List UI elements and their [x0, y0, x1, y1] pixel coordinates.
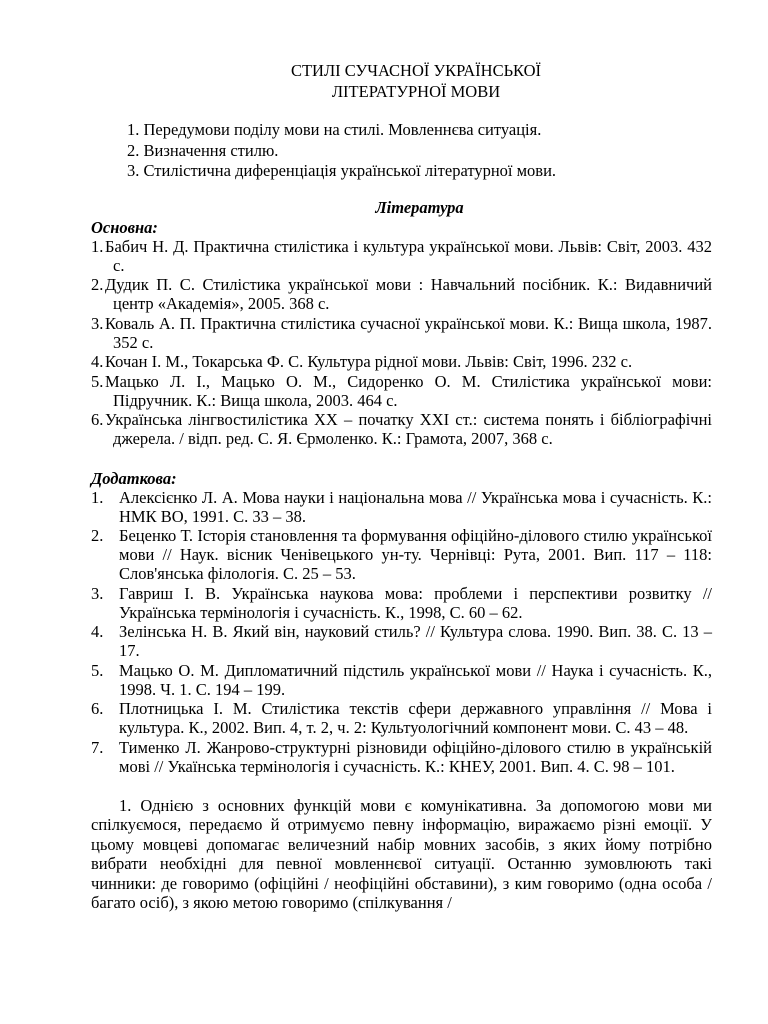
body-paragraph: 1. Однією з основних функцій мови є комунікативна. За допомогою мови ми спілкуємося, передаємо й отримуємо певну інформацію, виражаємо різні емоції. У цьому мовцеві допомагає величезний набір мовних засобів, з яких йому потрібно вибрати необхідні для певної мовленнєвої ситуації. Останню зумовлюють такі чинники: де говоримо (офіційні / неофіційні обставини), з ким говоримо (одна особа / багато осіб), з якою метою говоримо (спілкування /	[91, 795, 712, 913]
bibliography-item	[91, 661, 712, 699]
bibliography-item	[91, 372, 712, 410]
item-number: 6.	[91, 410, 104, 429]
item-number: 5.	[91, 660, 104, 680]
title-line-2: ЛІТЕРАТУРНОЇ МОВИ	[331, 82, 501, 101]
document-page	[91, 60, 712, 930]
title-line-1: СТИЛІ СУЧАСНОЇ УКРАЇНСЬКОЇ	[290, 61, 542, 80]
item-text: Гавриш І. В. Українська наукова мова: проблеми і перспективи розвитку // Українська термінологія і сучасність. К., 1998, С. 60 – 62.	[119, 583, 712, 622]
item-number: 3.	[91, 583, 104, 603]
document-title	[246, 60, 586, 102]
additional-literature-list	[91, 488, 712, 776]
plan-item: 3. Стилістична диференціація української літературної мови.	[127, 161, 557, 180]
item-number: 2.	[91, 275, 104, 294]
item-text: Українська лінгвостилістика ХХ – початку ХХІ ст.: система понять і бібліографічні джерела. / відп. ред. С. Я. Єрмоленко. К.: Грамота, 2007, 368 с.	[105, 410, 712, 448]
bibliography-item	[91, 314, 712, 352]
bibliography-item	[91, 352, 712, 371]
item-text: Мацько О. М. Дипломатичний підстиль української мови // Наука і сучасність. К., 1998. Ч. 1. С. 194 – 199.	[119, 660, 712, 699]
item-number: 7.	[91, 737, 104, 757]
bibliography-item	[91, 622, 712, 660]
item-number: 3.	[91, 313, 104, 333]
item-text: Плотницька І. М. Стилістика текстів сфери державного управління // Мова і культура. К., 2002. Вип. 4, т. 2, ч. 2: Культуологічний компонент мови. С. 43 – 48.	[119, 699, 712, 737]
item-text: Алексієнко Л. А. Мова науки і національна мова // Українська мова і сучасність. К.: НМК ВО, 1991. С. 33 – 38.	[119, 487, 712, 526]
lecture-plan	[91, 120, 712, 182]
item-text: Тименко Л. Жанрово-структурні різновиди офіційно-ділового стилю в українській мові // Укаїнська термінологія і сучасність. К.: КНЕУ, 2001. Вип. 4. С. 98 – 101.	[119, 737, 712, 776]
item-number: 2.	[91, 526, 104, 545]
item-number: 6.	[91, 699, 104, 718]
item-text: Кочан І. М., Токарська Ф. С. Культура рідної мови. Львів: Світ, 1996. 232 с.	[105, 352, 633, 371]
item-text: Коваль А. П. Практична стилістика сучасної української мови. К.: Вища школа, 1987. 352 с.	[105, 313, 712, 352]
bibliography-item	[91, 584, 712, 622]
literature-heading: Література	[375, 197, 464, 217]
bibliography-item	[91, 275, 712, 313]
item-number: 5.	[91, 371, 104, 391]
bibliography-item	[91, 488, 712, 526]
bibliography-item	[91, 738, 712, 776]
main-literature-heading: Основна:	[91, 217, 158, 237]
main-literature-list	[91, 237, 712, 449]
bibliography-item	[91, 699, 712, 737]
item-text: Зелінська Н. В. Який він, науковий стиль? // Культура слова. 1990. Вип. 38. С. 13 – 17.	[119, 622, 712, 660]
bibliography-item	[91, 410, 712, 448]
plan-item: 1. Передумови поділу мови на стилі. Мовленнєва ситуація.	[127, 120, 542, 139]
item-text: Беценко Т. Історія становлення та формування офіційно-ділового стилю української мови // Наук. вісник Ченівецького ун-ту. Чернівці: Рута, 2001. Вип. 117 – 118: Слов'янська філологія. С. 25 – 53.	[119, 526, 712, 583]
spacer	[91, 449, 712, 469]
plan-item: 2. Визначення стилю.	[127, 140, 279, 160]
item-number: 1.	[91, 236, 104, 256]
bibliography-item	[91, 526, 712, 583]
item-number: 4.	[91, 622, 104, 641]
item-text: Мацько Л. І., Мацько О. М., Сидоренко О. М. Стилістика української мови: Підручник. К.: Вища школа, 2003. 464 с.	[105, 371, 712, 410]
item-number: 1.	[91, 487, 104, 507]
item-number: 4.	[91, 352, 104, 371]
item-text: Бабич Н. Д. Практична стилістика і культура української мови. Львів: Світ, 2003. 432 с.	[105, 236, 712, 275]
item-text: Дудик П. С. Стилістика української мови : Навчальний посібник. К.: Видавничий центр «Академія», 2005. 368 с.	[105, 275, 712, 313]
bibliography-item	[91, 237, 712, 275]
additional-literature-heading: Додаткова:	[91, 468, 177, 488]
